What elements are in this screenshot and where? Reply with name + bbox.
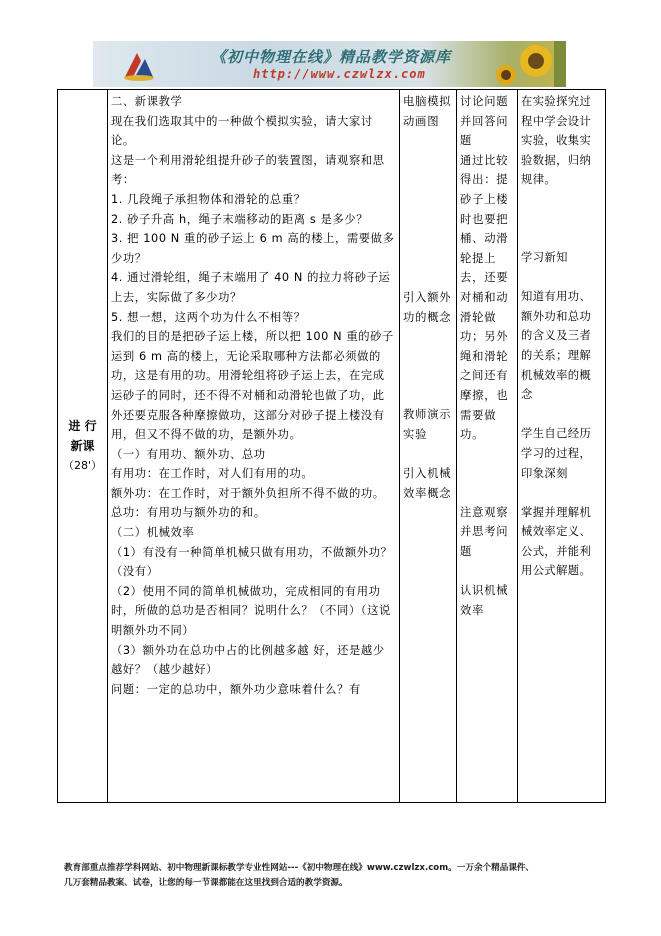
section-label-cell bbox=[58, 90, 108, 803]
lesson-plan-table bbox=[57, 89, 606, 803]
teacher-activity-cell bbox=[400, 90, 457, 803]
teacher-activity: 引入机械效率概念 bbox=[403, 467, 452, 500]
student-activity: 认识机械效率 bbox=[460, 584, 509, 617]
content-line: 这是一个利用滑轮组提升砂子的装置图，请观察和思考： bbox=[111, 153, 385, 187]
table-row bbox=[58, 90, 606, 803]
content-line: （一）有用功、额外功、总功 bbox=[111, 447, 266, 461]
teacher-activity: 电脑模拟动画图 bbox=[403, 95, 452, 128]
content-line: 现在我们选取其中的一种做个模拟实验，请大家讨论。 bbox=[111, 114, 373, 148]
content-line: 问题：一定的总功中，额外功少意味着什么？有 bbox=[111, 682, 361, 696]
header-banner bbox=[93, 41, 566, 87]
teacher-activity: 教师演示实验 bbox=[403, 408, 452, 441]
content-line: 额外功：在工作时，对于额外负担所不得不做的功。 bbox=[111, 486, 385, 500]
design-intent: 学习新知 bbox=[521, 250, 568, 264]
teacher-activity: 引入额外功的概念 bbox=[403, 291, 452, 324]
page-footer bbox=[64, 861, 604, 891]
content-line: 我们的目的是把砂子运上楼，所以把 100 N 重的砂子运到 6 m 高的楼上，无论采取哪种方法都必须做的功，这是有用的功。用滑轮组将砂子运上去，在完成运砂子的同时，还不得不对桶和动滑轮也做了功，此外还要克服各种摩擦做功，这部分对砂子提上楼没有用，但又不得不做的功，是额外功。 bbox=[111, 330, 394, 442]
design-intent-cell bbox=[518, 90, 606, 803]
student-activity: 注意观察并思考问题 bbox=[460, 505, 509, 558]
section-name: 进 行 新课 bbox=[68, 419, 97, 453]
design-intent: 知道有用功、额外功和总功的含义及三者的关系；理解机械效率的概念 bbox=[521, 290, 592, 402]
content-line: 4. 通过滑轮组，绳子末端用了 40 N 的拉力将砂子运上去，实际做了多少功？ bbox=[111, 271, 391, 304]
teaching-content-cell bbox=[108, 90, 400, 803]
section-time: （28'） bbox=[62, 459, 103, 472]
student-activity-cell bbox=[457, 90, 518, 803]
content-line: 1. 几段绳子承担物体和滑轮的总重？ bbox=[111, 192, 306, 206]
content-line: （2）使用不同的简单机械做功，完成相同的有用功时，所做的总功是否相同？说明什么？（不同）（这说明额外功不同） bbox=[111, 584, 391, 638]
content-line: 总功：有用功与额外功的和。 bbox=[111, 506, 266, 520]
site-logo-icon bbox=[121, 47, 157, 83]
student-activity: 讨论问题 bbox=[460, 95, 509, 108]
content-line: 有用功：在工作时，对人们有用的功。 bbox=[111, 467, 314, 481]
footer-line: 教育部重点推荐学科网站、初中物理新课标教学专业性网站---《初中物理在线》www.czwlzx.com。一万余个精品课件、 bbox=[64, 863, 535, 873]
content-line: （二）机械效率 bbox=[111, 526, 195, 540]
content-line: （1）有没有一种简单机械只做有用功，不做额外功？（没有） bbox=[111, 545, 393, 579]
design-intent: 掌握并理解机械效率定义、公式，并能利用公式解题。 bbox=[521, 505, 592, 578]
footer-line: 几万套精品教案、试卷，让您的每一节课都能在这里找到合适的教学资源。 bbox=[64, 878, 348, 888]
banner-title: 《初中物理在线》精品教学资源库 bbox=[211, 48, 452, 66]
content-line: 二、新课教学 bbox=[111, 95, 183, 108]
design-intent: 在实验探究过程中学会设计实验，收集实验数据，归纳规律。 bbox=[521, 95, 592, 187]
student-activity: 并回答问题 bbox=[460, 114, 509, 148]
design-intent: 学生自己经历学习的过程，印象深刻 bbox=[521, 427, 592, 480]
content-line: 5. 想一想，这两个功为什么不相等？ bbox=[111, 310, 306, 324]
content-line: 2. 砂子升高 h，绳子末端移动的距离 s 是多少？ bbox=[111, 212, 369, 226]
content-line: 3. 把 100 N 重的砂子运上 6 m 高的楼上，需要做多少功？ bbox=[111, 232, 395, 265]
student-activity: 通过比较得出：提砂子上楼时也要把桶、动滑轮提上去，还要对桶和动滑轮做功；另外绳和滑轮之间还有摩擦，也需要做功。 bbox=[460, 153, 509, 442]
content-line: （3）额外功在总功中占的比例越多越 好，还是越少越好？（越少越好） bbox=[111, 643, 385, 677]
sunflower-icon bbox=[492, 41, 566, 87]
banner-url[interactable]: http://www.czwlzx.com bbox=[253, 67, 426, 81]
